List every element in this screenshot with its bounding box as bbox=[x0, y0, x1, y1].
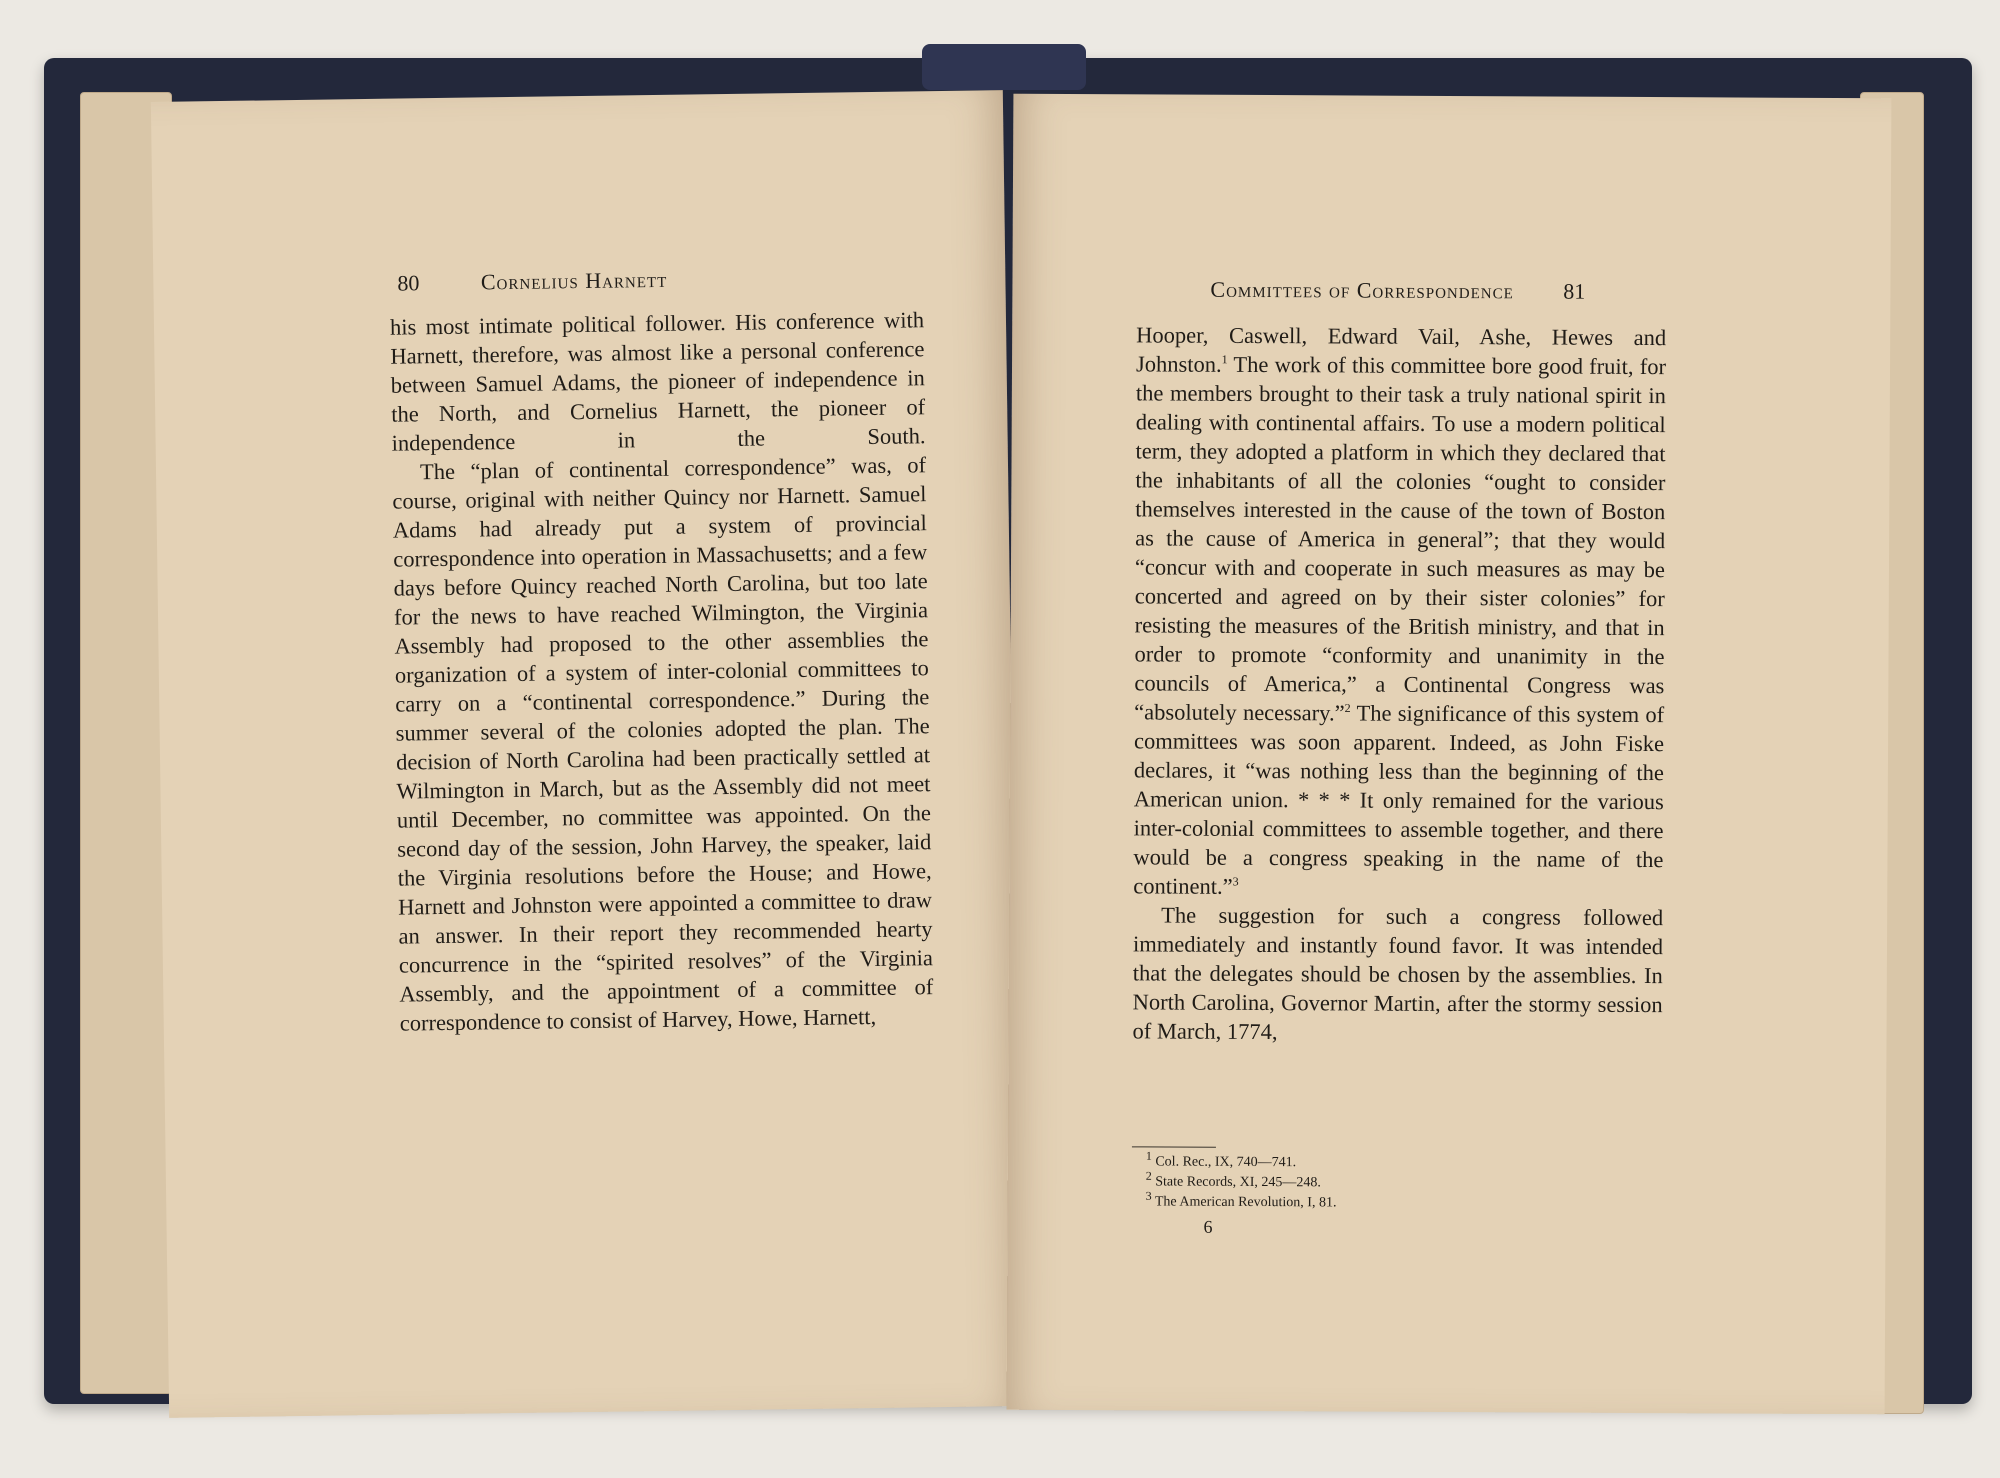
footnote-2-text: State Records, XI, 245—248. bbox=[1155, 1174, 1321, 1191]
right-paragraph-1 bbox=[1133, 320, 1666, 903]
right-running-title: Committees of Correspondence bbox=[1210, 276, 1514, 304]
footnote-2 bbox=[1145, 1168, 1337, 1193]
right-paragraph-1-part-c: The significance of this system of committees was soon apparent. Indeed, as John Fiske declares, it “was nothing less than the beginning of the American union. * * * It only remained for the various inter-colonial committees to assemble together, and there would be a congress speaking in the name of the continent.” bbox=[1133, 700, 1665, 899]
signature-mark: 6 bbox=[1203, 1216, 1213, 1237]
left-page-number: 80 bbox=[397, 270, 420, 296]
footnotes bbox=[1145, 1148, 1337, 1213]
footnote-1 bbox=[1145, 1148, 1337, 1173]
footnote-2-number: 2 bbox=[1145, 1168, 1152, 1183]
right-page bbox=[1007, 94, 1892, 1415]
right-paragraph-2: The suggestion for such a congress followed immediately and instantly found favor. It was intended that the delegates should be chosen by the assemblies. In North Carolina, Governor Martin, after the stormy session of March, 1774, bbox=[1132, 902, 1664, 1045]
left-paragraph-2: The “plan of continental correspondence” was, of course, original with neither Quincy nor Harnett. Samuel Adams had already put a system of provincial correspondence into operation in Massachusetts; and a few days before Quincy reached North Carolina, but too late for the news to have reached Wilmington, the Virginia Assembly had proposed to the other assemblies the organization of a system of inter-colonial committees to carry on a “continental correspondence.” During the summer several of the colonies adopted the plan. The decision of North Carolina had been practically settled at Wilmington in March, but as the Assembly did not meet until December, no committee was appointed. On the second day of the session, John Harvey, the speaker, laid the Virginia resolutions before the House; and Howe, Harnett and Johnston were appointed a committee to draw an answer. In their report they recommended hearty concurrence in the “spirited resolves” of the Virginia Assembly, and the appointment of a committee of correspondence to consist of Harvey, Howe, Harnett, bbox=[392, 452, 934, 1036]
right-page-number: 81 bbox=[1563, 278, 1586, 304]
footnote-rule bbox=[1132, 1146, 1216, 1147]
left-page bbox=[151, 90, 1021, 1418]
footnote-1-text: Col. Rec., IX, 740—741. bbox=[1155, 1154, 1297, 1171]
left-page-body bbox=[390, 305, 934, 1037]
right-page-body bbox=[1132, 320, 1666, 1048]
footnote-3 bbox=[1145, 1188, 1337, 1213]
footnote-1-number: 1 bbox=[1145, 1148, 1152, 1163]
left-paragraph-1: his most intimate political follower. His conference with Harnett, therefore, was almost like a personal conference between Samuel Adams, the pioneer of independence in the North, and Cornelius Harnett, the pioneer of independence in the South. bbox=[389, 307, 926, 456]
right-paragraph-1-part-b: The work of this committee bore good fruit, for the members brought to their task a truly national spirit in dealing with continental affairs. To use a modern political term, they adopted a platform in which they declared that the inhabitants of all the colonies “ought to consider themselves interested in the cause of the town of Boston as the cause of America in general”; that they would “concur with and cooperate in such measures as may be concerted and agreed on by their sister colonies” for resisting the measures of the British ministry, and that in order to promote “conformity and unanimity in the councils of America,” a Continental Congress was “absolutely necessary.” bbox=[1134, 351, 1667, 726]
book-spine bbox=[922, 44, 1086, 90]
left-running-title: Cornelius Harnett bbox=[480, 266, 668, 295]
footnote-ref-2: 2 bbox=[1344, 700, 1351, 715]
left-page-header bbox=[397, 267, 667, 297]
footnote-ref-3: 3 bbox=[1232, 874, 1239, 889]
footnote-3-number: 3 bbox=[1145, 1188, 1152, 1203]
footnote-3-text: The American Revolution, I, 81. bbox=[1154, 1194, 1337, 1211]
footnote-ref-1: 1 bbox=[1221, 352, 1228, 367]
right-page-header bbox=[1210, 277, 1585, 305]
right-paragraph-1-part-a: Hooper, Caswell, Edward Vail, Ashe, Hewes and Johnston. bbox=[1135, 322, 1667, 377]
